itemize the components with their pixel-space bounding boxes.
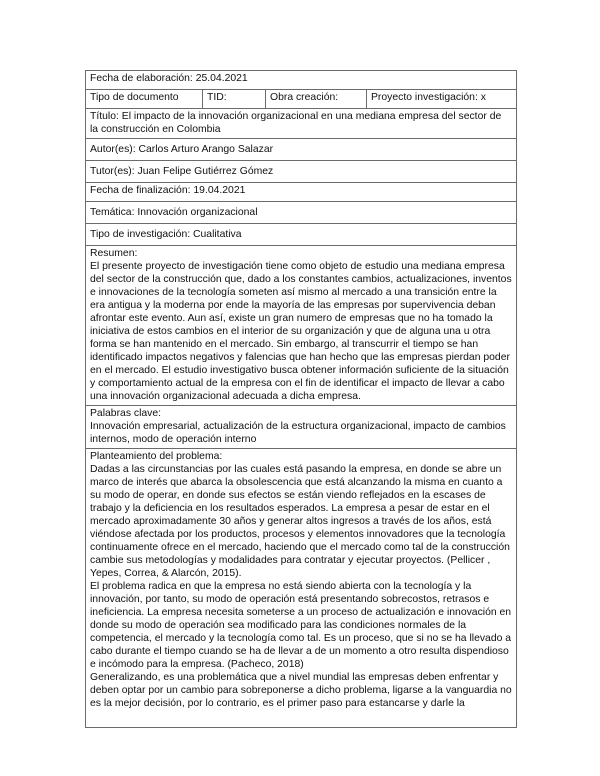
planteamiento-label: Planteamiento del problema: (90, 451, 223, 462)
fecha-elaboracion: Fecha de elaboración: 25.04.2021 (86, 71, 517, 90)
resumen-text: El presente proyecto de investigación tiene como objeto de estudio una mediana empresa del sector de la construcción que, dado a los constantes cambios, actualizaciones, inventos e innovaciones de la tecnología someten así mismo al mercado a una transición entre la era antigua y la moderna por ende la mayoría de las empresas por supervivencia deban afrontar este evento. Aun así, existe un gran numero de empresas que no ha tomado la iniciativa de estos cambios en el interior de su organización y que de alguna una u otra forma se han mantenido en el mercado. Sin embargo, al transcurrir el tiempo se han identificado impactos negativos y falencias que han hecho que las empresas pierdan poder en el mercado. El estudio investigativo busca obtener información suficiente de la situación y comportamiento actual de la empresa con el fin de identificar el impacto de llevar a cabo una innovación organizacional adecuada a dicha empresa. (90, 261, 512, 402)
palabras-clave-label: Palabras clave: (90, 408, 162, 419)
resumen-section (86, 246, 517, 406)
obra-creacion-field: Obra creación: (266, 90, 367, 109)
thesis-summary-table (85, 70, 517, 728)
autores: Autor(es): Carlos Arturo Arango Salazar (86, 139, 517, 161)
planteamiento-paragraph: Dadas a las circunstancias por las cuales está pasando la empresa, en donde se abre un marco de interés que abarca la obsolescencia que está alcanzando la misma en cuanto a su modo de operar, en donde sus efectos se están viendo reflejados en la escases de trabajo y la deficiencia en los resultados esperados. La empresa a pesar de estar en el mercado aproximadamente 30 años y generar altos ingresos a través de los años, está viéndose afectada por los productos, procesos y elementos innovadores que la tecnología continuamente ofrece en el mercado, haciendo que el mercado como tal de la construcción cambie sus metodologías y modalidades para contratar y ejecutar proyectos. (Pellicer , Yepes, Correa, & Alarcón, 2015). (90, 464, 510, 579)
proyecto-investigacion-field: Proyecto investigación: x (367, 90, 517, 109)
tematica: Temática: Innovación organizacional (86, 202, 517, 224)
planteamiento-section (86, 449, 517, 728)
resumen-label: Resumen: (90, 248, 138, 259)
planteamiento-paragraph: Generalizando, es una problemática que a nivel mundial las empresas deben enfrentar y deben optar por un cambio para sobreponerse a dicho problema, ligarse a la vanguardia no es la mejor decisión, por lo contrario, es el primer paso para estancarse y darle la (90, 672, 512, 709)
titulo: Título: El impacto de la innovación organizacional en una mediana empresa del sector de la construcción en Colombia (86, 109, 517, 139)
fecha-finalizacion: Fecha de finalización: 19.04.2021 (86, 183, 517, 202)
tipo-investigacion: Tipo de investigación: Cualitativa (86, 224, 517, 246)
tipo-documento: Tipo de documento (86, 90, 203, 109)
tid-field: TID: (203, 90, 266, 109)
palabras-clave-text: Innovación empresarial, actualización de la estructura organizacional, impacto de cambios internos, modo de operación interno (90, 421, 506, 445)
tutores: Tutor(es): Juan Felipe Gutiérrez Gómez (86, 161, 517, 183)
planteamiento-paragraph: El problema radica en que la empresa no está siendo abierta con la tecnología y la innovación, por tanto, su modo de operación está presentando sobrecostos, retrasos e ineficiencia. La empresa necesita someterse a un proceso de actualización e innovación en donde su modo de operación sea modificado para las condiciones normales de la competencia, el mercado y la tecnología como tal. Es un proceso, que si no se ha llevado a cabo durante el tiempo cuando se ha de llevar a de un momento a otro resulta dispendioso e incómodo para la empresa. (Pacheco, 2018) (90, 581, 512, 670)
palabras-clave-section (86, 406, 517, 449)
document-sheet (85, 70, 516, 728)
